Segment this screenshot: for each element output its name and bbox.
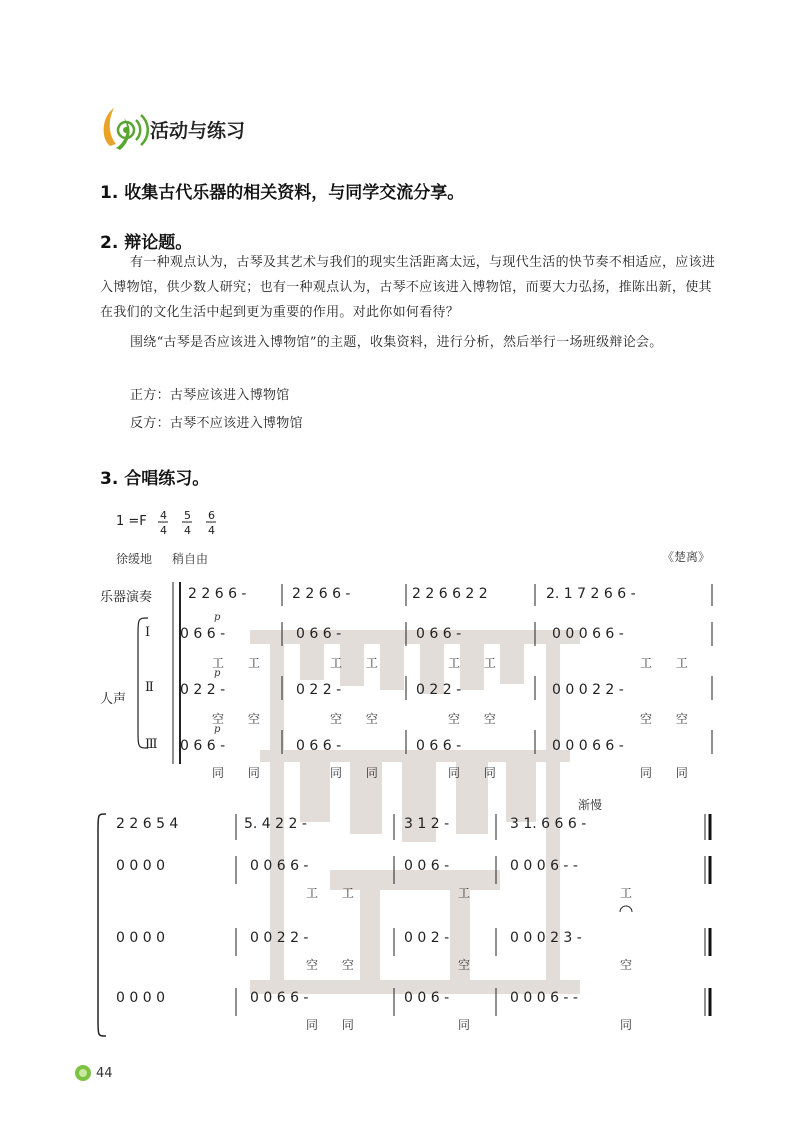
svg-text:6: 6 [208, 509, 215, 522]
s1-v1-m1: 0 6 6 - [180, 626, 226, 642]
s1-v3-lyric-4: 同 同 [640, 766, 698, 780]
dynamic-mark-1: p [214, 612, 221, 623]
key-signature: 1 =F [116, 514, 147, 529]
s1-v3-lyric-1: 同 同 [212, 766, 270, 780]
s1-instrument-m1: 2 2 6 6 - [188, 586, 247, 602]
s1-v2-m2: 0 2 2 - [296, 682, 342, 698]
s1-v3-m1: 0 6 6 - [180, 738, 226, 754]
s2-v3-m3: 0 0 6 - [404, 990, 450, 1006]
s1-v3-m3: 0 6 6 - [416, 738, 462, 754]
section-2-title: 2. 辩论题。 [100, 233, 193, 253]
s2-instrument-m2: 5. 4 2 2 - [244, 816, 307, 832]
s2-v3-lyric-2: 同 [458, 1018, 481, 1032]
s1-v2-m4: 0 0 0 2 2 - [552, 682, 624, 698]
dynamic-mark-3: p [214, 724, 221, 735]
dynamic-mark-2: p [214, 668, 221, 679]
s2-v1-m3: 0 0 6 - [404, 858, 450, 874]
svg-text:4: 4 [184, 524, 191, 537]
activity-heading: 活动与练习 [150, 120, 246, 142]
voice-1-label: Ⅰ [145, 625, 151, 640]
s1-v3-m4: 0 0 0 6 6 - [552, 738, 624, 754]
s2-v2-m2: 0 0 2 2 - [250, 930, 309, 946]
section-1-title: 1. 收集古代乐器的相关资料，与同学交流分享。 [100, 183, 465, 203]
s2-v1-lyric-3: 工 [620, 886, 643, 900]
s1-instrument-m3: 2 2 6 6 2 2 [412, 586, 488, 602]
svg-text:4: 4 [160, 524, 167, 537]
voice-2-label: Ⅱ [145, 680, 154, 695]
s1-v3-lyric-3: 同 同 [448, 766, 506, 780]
s2-v1-lyric-2: 工 [458, 886, 481, 900]
s1-v2-lyric-3: 空 空 [448, 712, 506, 726]
s1-v3-m2: 0 6 6 - [296, 738, 342, 754]
position-affirmative: 正方：古琴应该进入博物馆 [130, 388, 290, 403]
svg-text:5: 5 [184, 509, 191, 522]
s2-v3-lyric-3: 同 [620, 1018, 643, 1032]
s2-v2-lyric-1: 空 空 [306, 958, 364, 972]
page-leaf-icon [74, 1064, 92, 1082]
voice-3-label: Ⅲ [145, 737, 158, 752]
voice-label: 人声 [100, 692, 127, 707]
s1-v2-lyric-4: 空 空 [640, 712, 698, 726]
s2-v1-lyric-1: 工 工 [306, 886, 364, 900]
treble-clef-speaker-icon [96, 98, 156, 158]
s2-v3-m2: 0 0 6 6 - [250, 990, 309, 1006]
s1-instrument-m4: 2. 1 7 2 6 6 - [546, 586, 636, 602]
s1-v1-m2: 0 6 6 - [296, 626, 342, 642]
s2-v2-m3: 0 0 2 - [404, 930, 450, 946]
svg-text:4: 4 [208, 524, 215, 537]
s1-v1-lyric-2: 工 工 [330, 656, 388, 670]
s1-v1-lyric-1: 工 工 [212, 656, 270, 670]
s2-v3-m4: 0 0 0 6 - - [510, 990, 578, 1006]
instrument-label: 乐器演奏 [100, 590, 153, 605]
page-number: 44 [96, 1066, 113, 1081]
position-negative: 反方：古琴不应该进入博物馆 [130, 416, 303, 431]
s1-v2-m3: 0 2 2 - [416, 682, 462, 698]
s1-v1-lyric-4: 工 工 [640, 656, 698, 670]
s1-v2-m1: 0 2 2 - [180, 682, 226, 698]
ritardando-marking: 渐慢 [578, 798, 603, 812]
s1-v1-m3: 0 6 6 - [416, 626, 462, 642]
s2-v2-m4: 0 0 0 2 3 - [510, 930, 582, 946]
s1-v1-m4: 0 0 0 6 6 - [552, 626, 624, 642]
s2-instrument-m3: 3 1 2 - [404, 816, 450, 832]
s2-v2-lyric-3: 空 [620, 958, 643, 972]
svg-text:4: 4 [160, 509, 167, 522]
rhythm-note: 稍自由 [172, 552, 209, 566]
debate-paragraph-2: 围绕“古琴是否应该进入博物馆”的主题，收集资料，进行分析，然后举行一场班级辩论会。 [130, 335, 663, 350]
s2-v3-lyric-1: 同 同 [306, 1018, 364, 1032]
s2-v1-m4: 0 0 0 6 - - [510, 858, 578, 874]
s1-v2-lyric-1: 空 空 [212, 712, 270, 726]
s1-v3-lyric-2: 同 同 [330, 766, 388, 780]
s2-v1-m1: 0 0 0 0 [116, 858, 165, 874]
piece-title: 《楚离》 [662, 550, 711, 564]
s2-v2-m1: 0 0 0 0 [116, 930, 165, 946]
tempo-marking: 徐缓地 [116, 552, 153, 566]
s2-v2-lyric-2: 空 [458, 958, 481, 972]
s1-v1-lyric-3: 工 工 [448, 656, 506, 670]
s2-instrument-m1: 2 2 6 5 4 [116, 816, 179, 832]
s2-v1-m2: 0 0 6 6 - [250, 858, 309, 874]
s2-v3-m1: 0 0 0 0 [116, 990, 165, 1006]
meter-signatures [156, 506, 236, 540]
s2-instrument-m4: 3 1. 6 6 6 - [510, 816, 587, 832]
s1-v2-lyric-2: 空 空 [330, 712, 388, 726]
debate-paragraph-1: 有一种观点认为，古琴及其艺术与我们的现实生活距离太远，与现代生活的快节奏不相适应，应该进入博物馆，供少数人研究；也有一种观点认为，古琴不应该进入博物馆，而要大力弘扬，推陈出新，使其在我们的文化生活中起到更为重要的作用。对此你如何看待？ [100, 255, 716, 320]
s1-instrument-m2: 2 2 6 6 - [292, 586, 351, 602]
section-3-title: 3. 合唱练习。 [100, 469, 210, 489]
